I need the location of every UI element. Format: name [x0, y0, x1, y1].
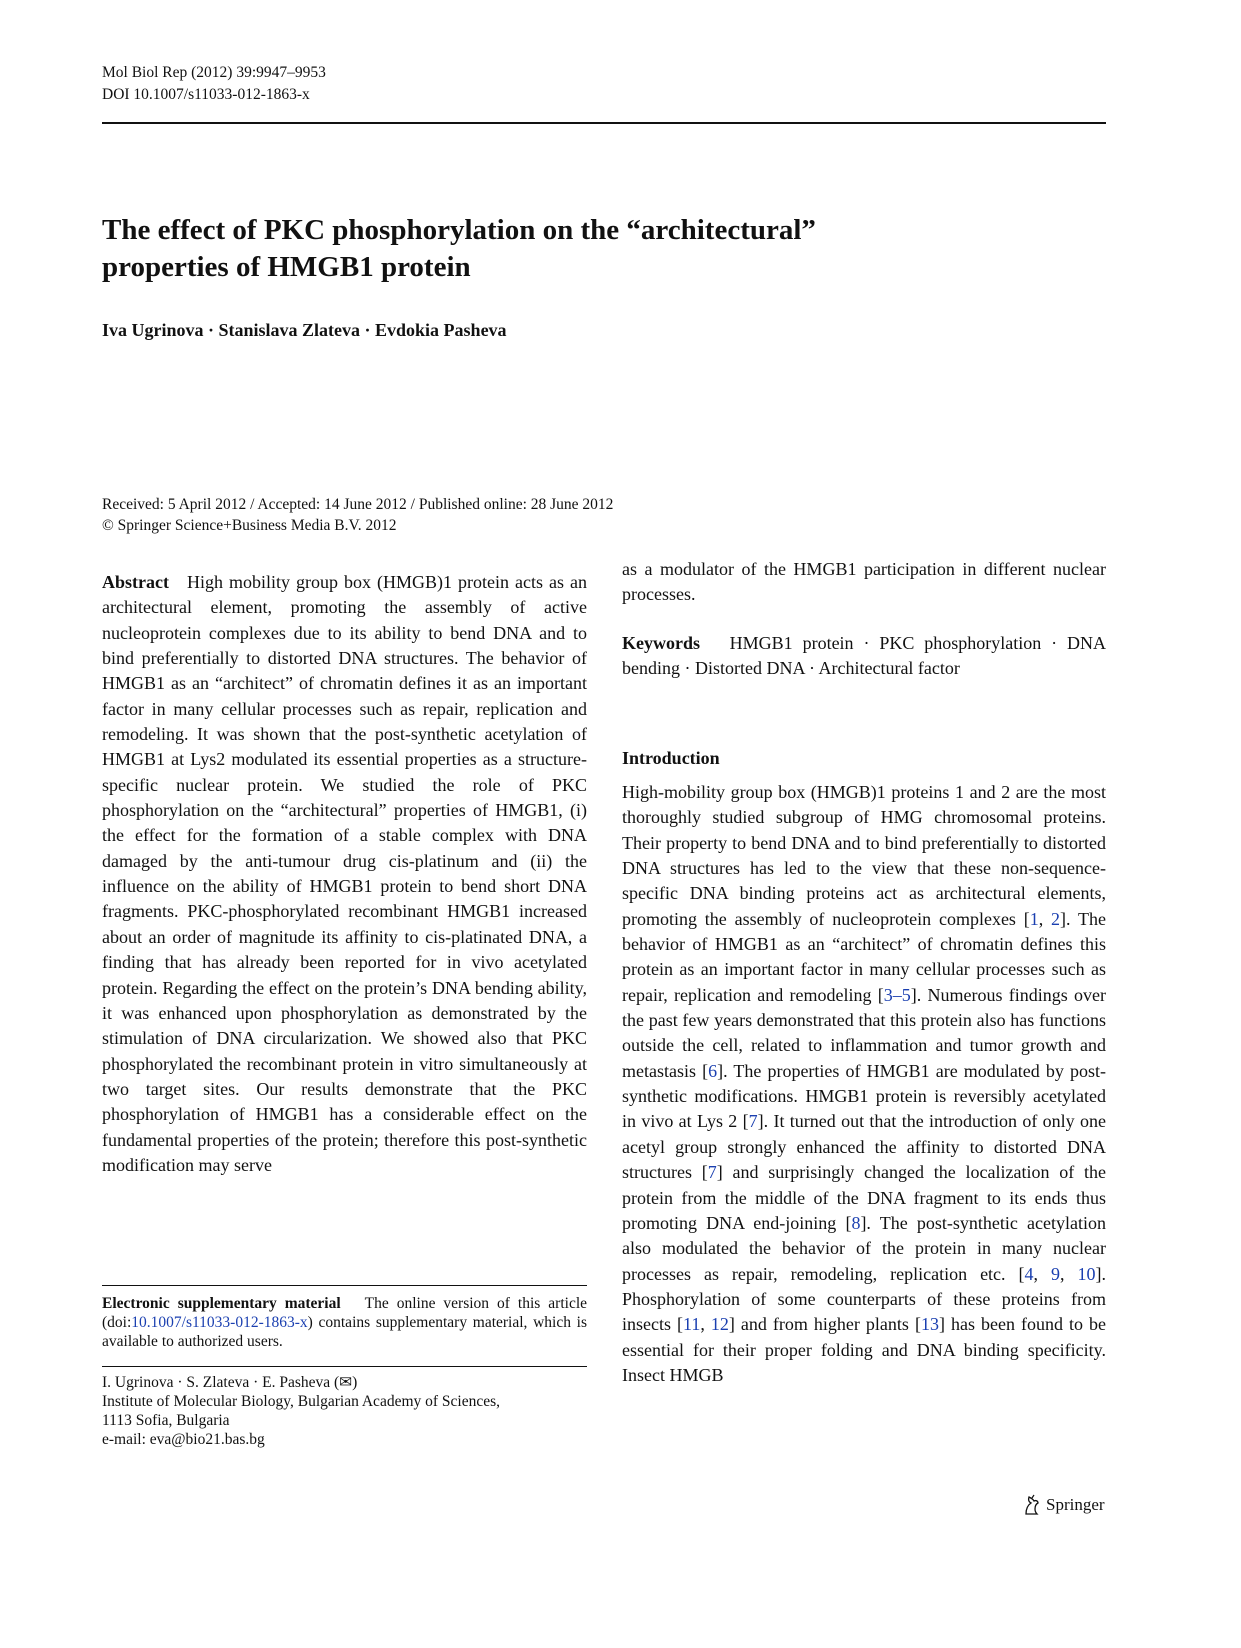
citation-link[interactable]: 4	[1024, 1263, 1034, 1284]
citation-link[interactable]: 2	[1051, 908, 1061, 929]
journal-citation: Mol Biol Rep (2012) 39:9947–9953	[102, 64, 326, 81]
affiliation-city: 1113 Sofia, Bulgaria	[102, 1412, 230, 1429]
citation-link[interactable]: 7	[707, 1162, 717, 1183]
header-rule	[102, 122, 1106, 124]
publisher-footer	[1022, 1494, 1105, 1516]
esm-label: Electronic supplementary material	[102, 1295, 341, 1312]
citation-link[interactable]: 3–5	[883, 984, 911, 1005]
citation-link[interactable]: 11	[683, 1314, 701, 1335]
doi-line: DOI 10.1007/s11033-012-1863-x	[102, 86, 310, 103]
citation-link[interactable]: 13	[920, 1314, 939, 1335]
keywords-label: Keywords	[622, 633, 700, 653]
citation-link[interactable]: 10	[1077, 1263, 1096, 1284]
citation-link[interactable]: 7	[748, 1111, 758, 1132]
citation-link[interactable]: 12	[710, 1314, 729, 1335]
citation-link[interactable]: 6	[708, 1060, 718, 1081]
affiliation-email: e-mail: eva@bio21.bas.bg	[102, 1431, 265, 1448]
abstract-text: High mobility group box (HMGB)1 protein acts as an architectural element, promoting the assembly of active nucleoprotein complexes due to its ability to bend DNA and to bind preferentially to distorted DNA structures. The behavior of HMGB1 as an “architect” of chromatin defines it as an important factor in many cellular processes such as repair, replication and remodeling. It was shown that the post-synthetic acetylation of HMGB1 at Lys2 modulated its essential properties as a structure-specific nuclear protein. We studied the role of PKC phosphorylation on the “architectural” properties of HMGB1, (i) the effect for the formation of a stable complex with DNA damaged by the anti-tumour drug cis-platinum and (ii) the influence on the ability of HMGB1 protein to bend short DNA fragments. PKC-phosphorylated recombinant HMGB1 increased about an order of magnitude its affinity to cis-platinated DNA, a finding that has already been reported for in vivo acetylated protein. Regarding the effect on the protein’s DNA bending ability, it was enhanced upon phosphorylation as demonstrated by the stimulation of DNA circularization. We showed also that PKC phosphorylated the recombinant protein in vitro simultaneously at two target sites. Our results demonstrate that the PKC phosphorylation of HMGB1 has a considerable effect on the fundamental properties of the protein; therefore this post-synthetic modification may serve	[102, 572, 588, 1175]
dates-line: Received: 5 April 2012 / Accepted: 14 June 2012 / Published online: 28 June 2012	[102, 496, 614, 513]
title-line-1: The effect of PKC phosphorylation on the “architectural”	[102, 214, 816, 246]
copyright-line: © Springer Science+Business Media B.V. 2012	[102, 517, 397, 534]
footnote-rule	[102, 1285, 587, 1286]
keywords-text: HMGB1 protein · PKC phosphorylation · DNA bending · Distorted DNA · Architectural factor	[622, 633, 1106, 679]
publisher-name: Springer	[1046, 1495, 1105, 1514]
article-title	[102, 212, 1002, 286]
abstract-label: Abstract	[102, 572, 169, 592]
footnote-rule	[102, 1366, 587, 1367]
abstract-continuation: as a modulator of the HMGB1 participation in different nuclear processes.	[622, 559, 1106, 605]
supplementary-footnote: Electronic supplementary material The online version of this article (doi:10.1007/s11033-012-1863-x) contains supplementary material, which is available to authorized users.	[102, 1295, 588, 1350]
introduction-paragraph: High-mobility group box (HMGB)1 proteins 1 and 2 are the most thoroughly studied subgroup of HMG chromosomal proteins. Their property to bend DNA and to bind preferentially to distorted DNA structures has led to the view that these non-sequence-specific DNA binding proteins act as architectural elements, promoting the assembly of nucleoprotein complexes [1, 2]. The behavior of HMGB1 as an “architect” of chromatin defines this protein as an important factor in many cellular processes such as repair, replication and remodeling [3–5]. Numerous findings over the past few years demonstrated that this protein also has functions outside the cell, related to inflammation and tumor growth and metastasis [6]. The properties of HMGB1 are modulated by post-synthetic modifications. HMGB1 protein is reversibly acetylated in vivo at Lys 2 [7]. It turned out that the introduction of only one acetyl group strongly enhanced the affinity to distorted DNA structures [7] and surprisingly changed the localization of the protein from the middle of the DNA fragment to its ends thus promoting DNA end-joining [8]. The post-synthetic acetylation also modulated the behavior of the protein in many nuclear processes as repair, remodeling, replication etc. [4, 9, 10]. Phosphorylation of some counterparts of these proteins from insects [11, 12] and from higher plants [13] has been found to be essential for their proper folding and DNA binding specificity. Insect HMGB	[622, 782, 1107, 1385]
citation-link[interactable]: 9	[1051, 1263, 1061, 1284]
article-dates	[102, 494, 613, 536]
affiliation-institute: Institute of Molecular Biology, Bulgarian Academy of Sciences,	[102, 1393, 501, 1410]
affiliation-footnote	[102, 1373, 587, 1449]
title-line-2: properties of HMGB1 protein	[102, 251, 471, 283]
introduction-heading: Introduction	[622, 748, 720, 768]
citation-link[interactable]: 1	[1029, 908, 1039, 929]
doi-link[interactable]: 10.1007/s11033-012-1863-x	[131, 1314, 308, 1331]
springer-horse-icon	[1022, 1494, 1042, 1516]
keywords	[622, 631, 1106, 682]
citation-link[interactable]: 8	[851, 1212, 861, 1233]
journal-header	[102, 62, 326, 106]
affiliation-names: I. Ugrinova · S. Zlateva · E. Pasheva (✉)	[102, 1374, 358, 1391]
abstract	[102, 570, 587, 1178]
author-list: Iva Ugrinova · Stanislava Zlateva · Evdokia Pasheva	[102, 320, 507, 340]
